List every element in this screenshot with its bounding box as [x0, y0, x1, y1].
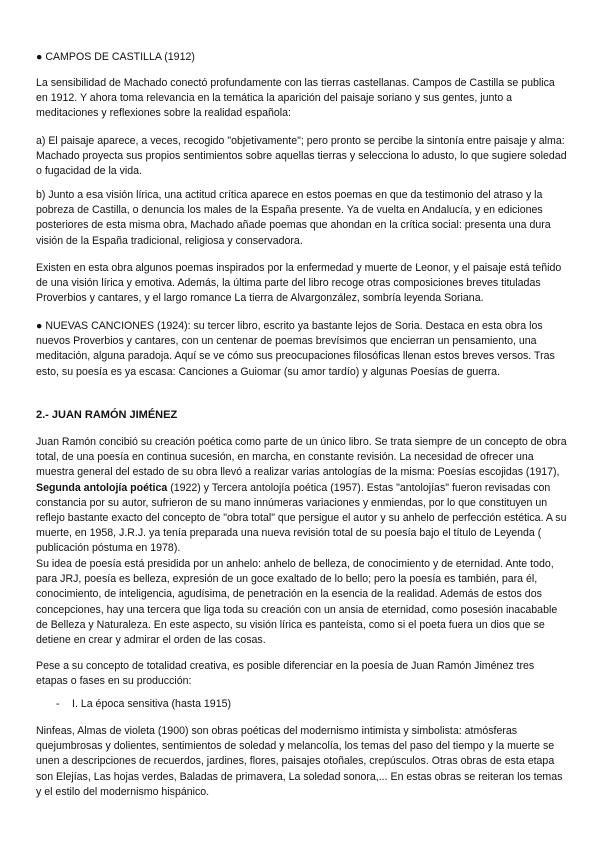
paragraph-juan-ramon-obra: [36, 435, 568, 557]
paragraph-critica-b: b) Junto a esa visión lírica, una actitud crítica aparece en estos poemas en que da testimonio del atraso y la pobreza de Castilla, o denuncia los males de la España presente. Ya de vuelta en Andalucía, y en ediciones posteriores de esta misma obra, Machado añade poemas que ahondan en la crítica social: presenta una dura visión de la España tradicional, religiosa y conservadora.: [36, 189, 551, 247]
list-dash: -: [56, 698, 60, 710]
paragraph-etapas: Pese a su concepto de totalidad creativa, es posible diferenciar en la poesía de Juan Ramón Jiménez tres etapas o fases en su producción:: [36, 660, 535, 688]
bold-title: Segunda antolojía poética: [36, 481, 168, 494]
list-item-label: I. La época sensitiva (hasta 1915): [72, 698, 232, 710]
paragraph-text: (1922) y Tercera antolojía poética (1957). Estas "antolojías" fueron revisadas con constancia por su autor, sufrieron de su mano innúmeras variaciones y enmiendas, por lo que constituyen un reflejo bastante exacto del concepto de "obra total" que persigue el autor y su anhelo de perfección estética. A su muerte, en 1958, J.R.J. ya tenía preparada una nueva revisión total de su poesía bajo el título de Leyenda ( publicación póstuma en 1978).: [36, 481, 567, 555]
list-item-etapa-sensitiva: [56, 697, 556, 712]
paragraph-leonor: Existen en esta obra algunos poemas inspirados por la enfermedad y muerte de Leonor, y el paisaje está teñido de una visión lírica y emotiva. Además, la última parte del libro recoge otras composiciones breves tituladas Proverbios y cantares, y el largo romance La tierra de Alvargonzález, sombría leyenda Soriana.: [36, 262, 562, 305]
section-heading-juan-ramon: 2.- JUAN RAMÓN JIMÉNEZ: [36, 409, 178, 421]
paragraph-ninfeas: Ninfeas, Almas de violeta (1900) son obras poéticas del modernismo intimista y simbolista: atmósferas quejumbrosas y dolientes, sentimientos de soledad y melancolía, los temas del paso del tiempo y la muerte se unen a descripciones de recuerdos, jardines, flores, paisajes otoñales, crepúsculos. Otras obras de esta etapa son Elejías, Las hojas verdes, Baladas de primavera, La soledad sonora,... En estas obras se reiteran los temas y el estilo del modernismo hispánico.: [36, 725, 563, 798]
paragraph-idea-poesia: Su idea de poesía está presidida por un anhelo: anhelo de belleza, de conocimiento y de eternidad. Ante todo, para JRJ, poesía es belleza, expresión de un goce exaltado de lo bello; pero la poesía es también, para él, conocimiento, de inteligencia, agudísima, de penetración en la esencia de la realidad. Además de estos dos concepciones, hay una tercera que liga toda su creación con un ansia de eternidad, como posesión inacabable de Belleza y Naturaleza. En este aspecto, su visión lírica es panteísta, como si el poeta fuera un dios que se detiene en crear y admirar el orden de las cosas.: [36, 558, 558, 647]
section-heading-campos-de-castilla: ● CAMPOS DE CASTILLA (1912): [36, 51, 195, 63]
paragraph-text: Juan Ramón concibió su creación poética como parte de un único libro. Se trata siempre de un concepto de obra total, de una poesía en continua sucesión, en marcha, en constante revisión. La necesidad de ofrecer una muestra general del estado de su obra llevó a realizar varias antologías de la misma: Poesías escojidas (1917),: [36, 436, 567, 479]
paragraph-campos-intro: La sensibilidad de Machado conectó profundamente con las tierras castellanas. Campos de Castilla se publica en 1912. Y ahora toma relevancia en la temática la aparición del paisaje soriano y sus gentes, junto a meditaciones y reflexiones sobre la realidad española:: [36, 77, 555, 120]
paragraph-paisaje-a: a) El paisaje aparece, a veces, recogido "objetivamente"; pero pronto se percibe la sintonía entre paisaje y alma: Machado proyecta sus propios sentimientos sobre aquellas tierras y selecciona lo adusto, lo que sugiere soledad o fugacidad de la vida.: [36, 135, 567, 178]
paragraph-nuevas-canciones: ● NUEVAS CANCIONES (1924): su tercer libro, escrito ya bastante lejos de Soria. Destaca en esta obra los nuevos Proverbios y cantares, con un centenar de poemas brevísimos que encierran un pensamiento, una meditación, alguna paradoja. Aquí se ve cómo sus preocupaciones filosóficas llenan estos breves versos. Tras esto, su poesía es ya escasa: Canciones a Guiomar (su amor tardío) y algunas Poesías de guerra.: [36, 320, 555, 378]
